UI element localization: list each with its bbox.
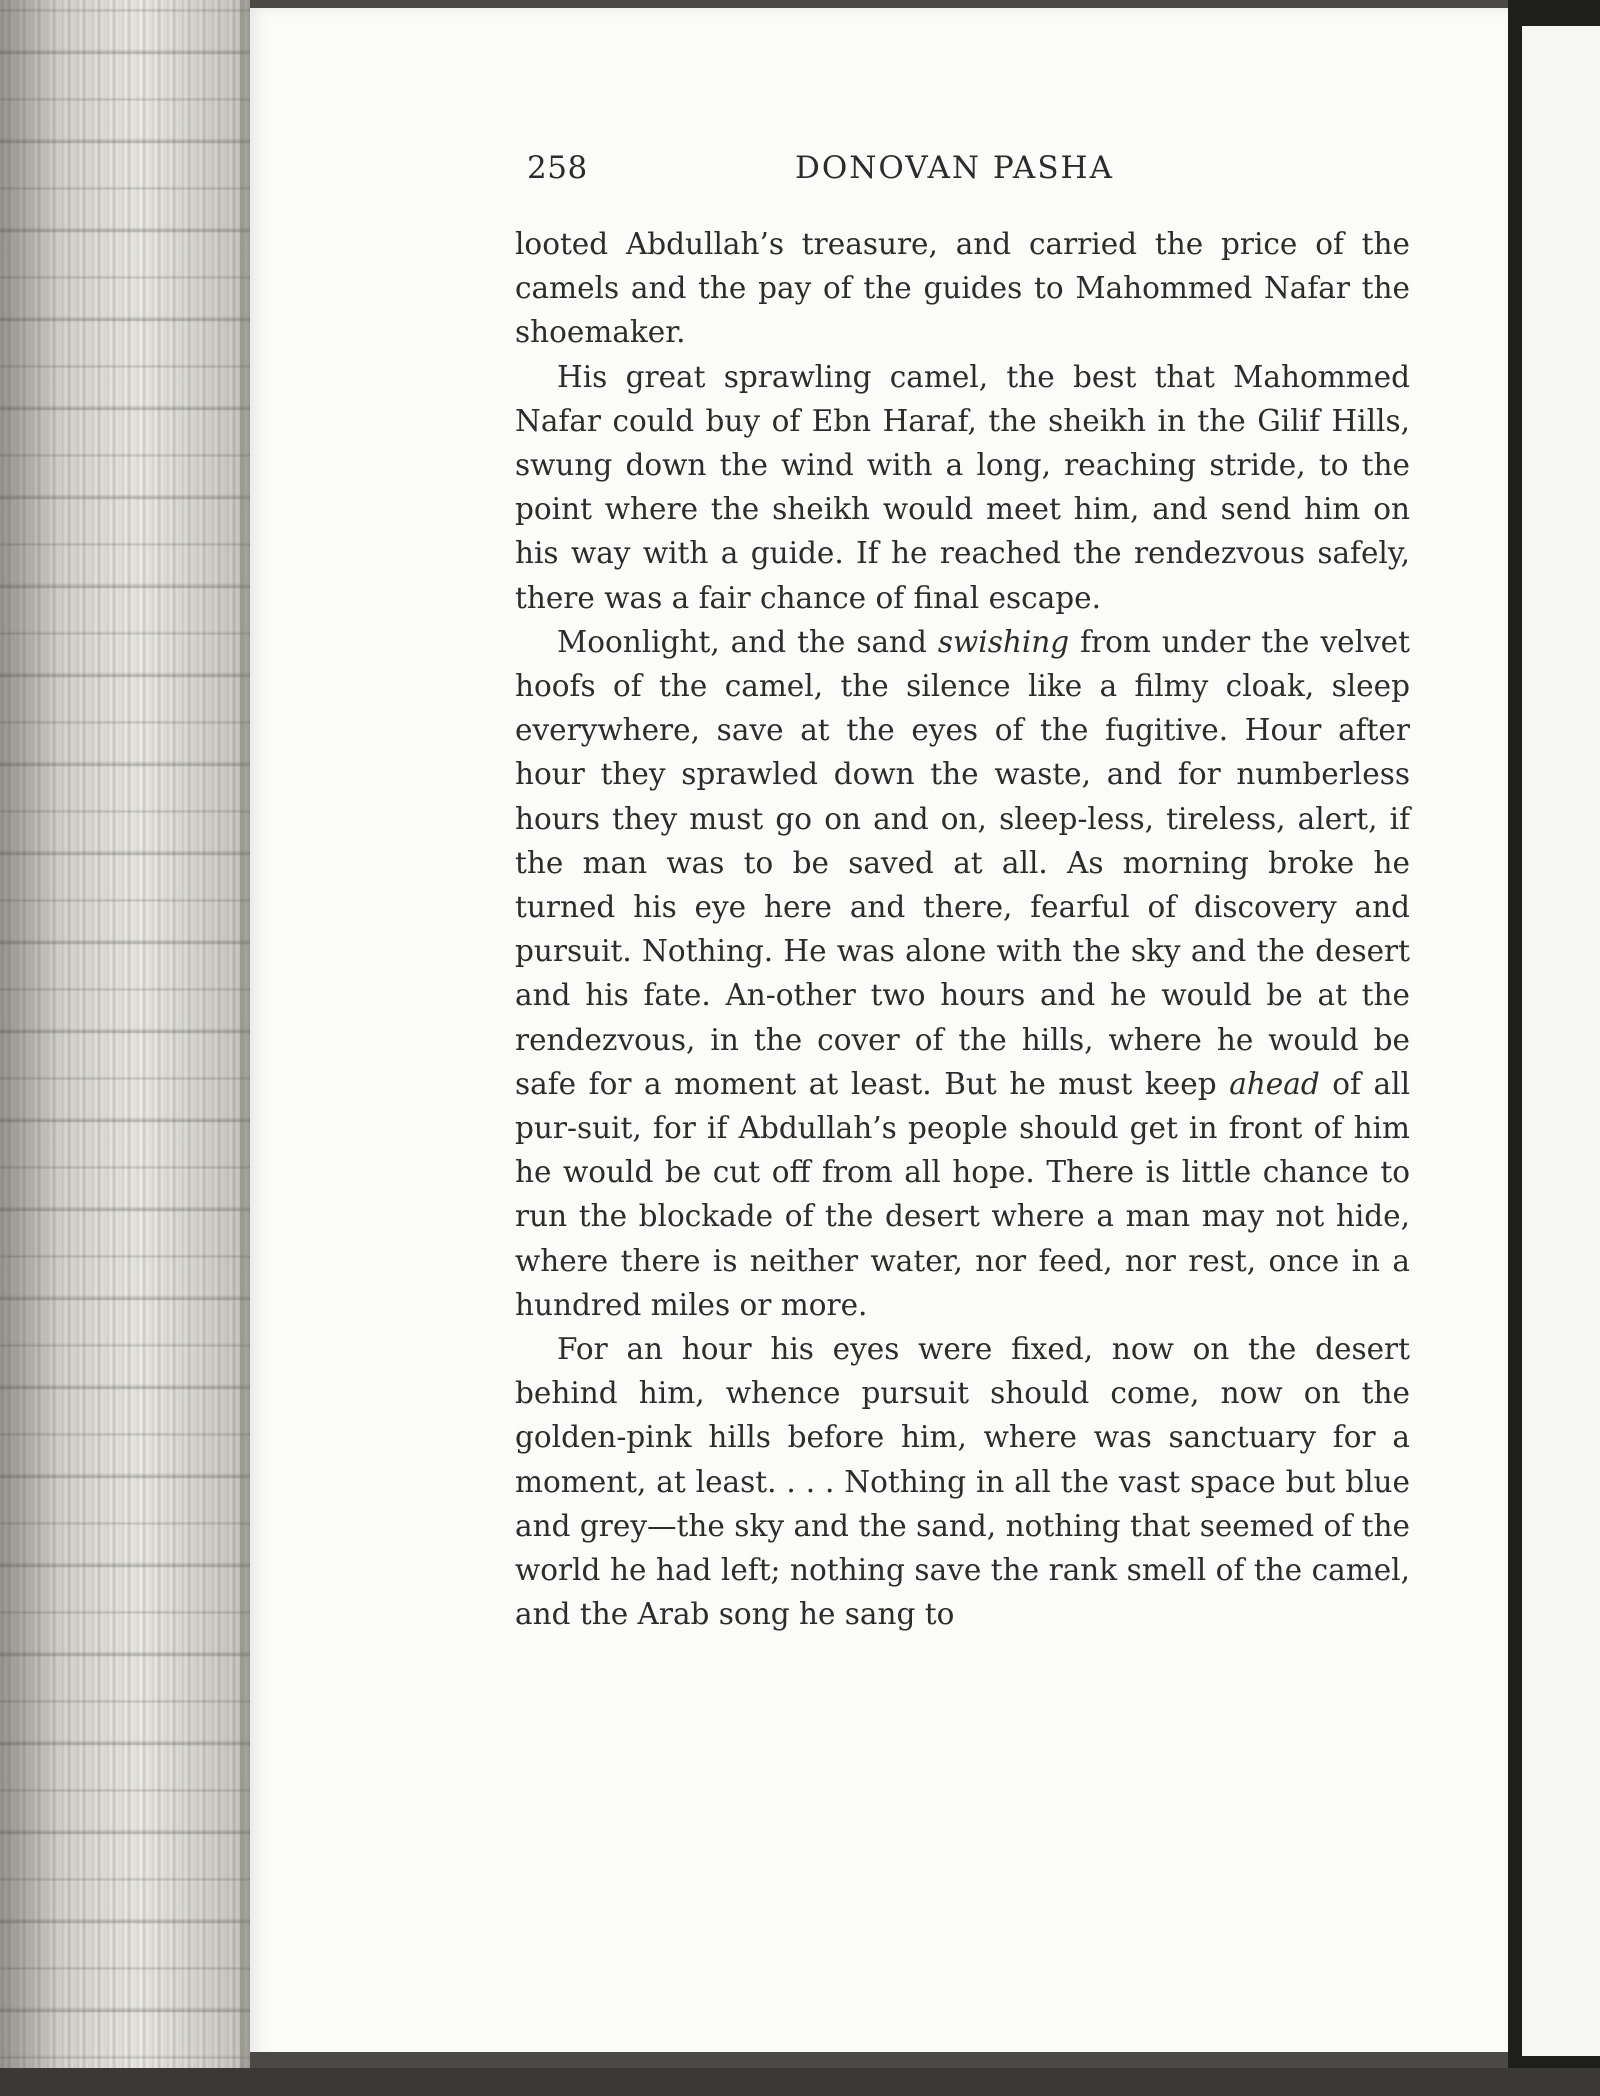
paragraph	[515, 1327, 1410, 1636]
book-page-edges	[0, 0, 255, 2096]
page-bottom-border	[250, 2052, 1510, 2068]
page-number: 258	[527, 150, 588, 186]
text-run: from under the velvet hoofs of the camel, the silence like a filmy cloak, sleep everywhere, save at the eyes of the fugitive. Hour after hour they sprawled down the waste, and for numberless hours they must go on and on, sleep-less, tireless, alert, if the man was to be saved at all. As morning broke he turned his eye here and there, fearful of discovery and pursuit. Nothing. He was alone with the sky and the desert and his fate. An-other two hours and he would be at the rendezvous, in the cover of the hills, where he would be safe for a moment at least. But he must keep	[515, 624, 1410, 1101]
text-run: His great sprawling camel, the best that Mahommed Nafar could buy of Ebn Haraf, the sheikh in the Gilif Hills, swung down the wind with a long, reaching stride, to the point where the sheikh would meet him, and send him on his way with a guide. If he reached the rendezvous safely, there was a fair chance of final escape.	[515, 359, 1410, 615]
scan-bottom-strip	[0, 2068, 1600, 2096]
text-run: Moonlight, and the sand	[557, 624, 938, 659]
running-head	[515, 150, 1410, 210]
paragraph	[515, 355, 1410, 620]
text-run: looted Abdullah’s treasure, and carried the price of the camels and the pay of the guides to Mahommed Nafar the shoemaker.	[515, 227, 1410, 350]
page-text-block	[515, 150, 1410, 1637]
italic-text: ahead	[1229, 1066, 1320, 1101]
next-page-edge	[1522, 26, 1600, 2056]
text-run: of all pur-suit, for if Abdullah’s people should get in front of him he would be cut off from all hope. There is little chance to run the blockade of the desert where a man may not hide, where there is neither water, nor feed, nor rest, once in a hundred miles or more.	[515, 1066, 1411, 1322]
paragraph	[515, 222, 1410, 355]
paragraph	[515, 620, 1410, 1327]
italic-text: swishing	[937, 624, 1070, 659]
body-text	[515, 222, 1410, 1637]
running-title: DONOVAN PASHA	[795, 150, 1114, 186]
text-run: For an hour his eyes were fixed, now on the desert behind him, whence pursuit should come, now on the golden-pink hills before him, where was sanctuary for a moment, at least. . . . Nothing in all the vast space but blue and grey—the sky and the sand, nothing that seemed of the world he had left; nothing save the rank smell of the camel, and the Arab song he sang to	[515, 1332, 1410, 1632]
